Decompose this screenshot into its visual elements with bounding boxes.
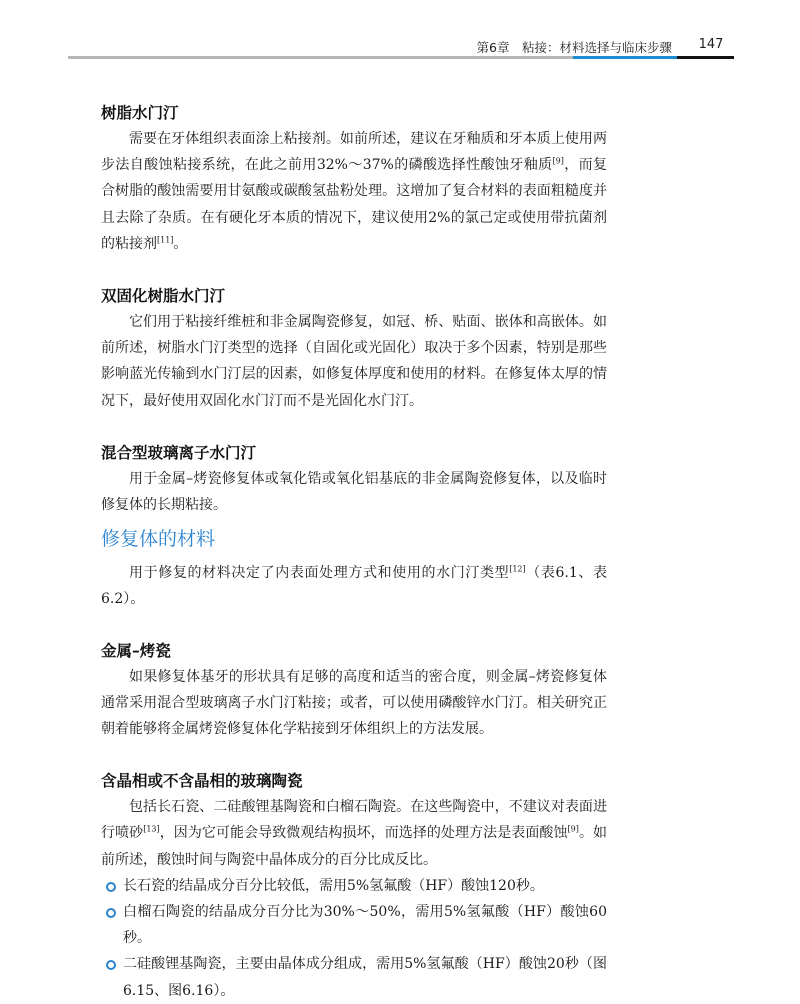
subheading-resin-cement: 树脂水门汀 xyxy=(101,103,179,122)
paragraph-text: 包括长石瓷、二硅酸锂基陶瓷和白榴石陶瓷。在这些陶瓷中，不建议对表面进行喷砂 xyxy=(101,799,607,842)
section-hybrid-glass-ionomer xyxy=(101,440,607,518)
list-item-text: 二硅酸锂基陶瓷，主要由晶体成分组成，需用5%氢氟酸（HF）酸蚀20秒（图6.15、图6.16）。 xyxy=(123,956,607,999)
paragraph-restoration-materials xyxy=(101,560,607,612)
header-rule-black xyxy=(677,56,734,59)
list-item xyxy=(101,899,607,951)
list-item-text: 白榴石陶瓷的结晶成分百分比为30%～50%，需用5%氢氟酸（HF）酸蚀60秒。 xyxy=(123,904,607,947)
section-resin-cement xyxy=(101,100,607,257)
circle-bullet-icon xyxy=(106,882,116,892)
citation-ref: [12] xyxy=(509,564,526,574)
paragraph-text: 需要在牙体组织表面涂上粘接剂。如前所述，建议在牙釉质和牙本质上使用两步法自酸蚀粘接系统，在此之前用32%～37%的磷酸选择性酸蚀牙釉质 xyxy=(101,131,607,174)
citation-ref: [11] xyxy=(157,235,174,245)
paragraph-text: 用于修复的材料决定了内表面处理方式和使用的水门汀类型 xyxy=(129,565,510,582)
citation-ref: [13] xyxy=(143,824,160,834)
section-dual-cure xyxy=(101,283,607,414)
list-item xyxy=(101,873,607,899)
section-metal-ceramic xyxy=(101,638,607,743)
paragraph-resin-cement xyxy=(101,126,607,257)
paragraph-glass-ceramics xyxy=(101,794,607,873)
page-number: 147 xyxy=(698,37,724,52)
heading-restoration-materials: 修复体的材料 xyxy=(101,528,216,551)
paragraph-hybrid-glass-ionomer: 用于金属–烤瓷修复体或氧化锆或氧化铝基底的非金属陶瓷修复体，以及临时修复体的长期粘接。 xyxy=(101,470,607,514)
circle-bullet-icon xyxy=(106,960,116,970)
subheading-hybrid-glass-ionomer: 混合型玻璃离子水门汀 xyxy=(101,442,257,462)
page-body xyxy=(101,100,607,1004)
citation-ref: [9] xyxy=(567,824,579,834)
section-glass-ceramics xyxy=(101,768,607,1004)
list-item-text: 长石瓷的结晶成分百分比较低，需用5%氢氟酸（HF）酸蚀120秒。 xyxy=(123,877,544,894)
header-rule-blue xyxy=(573,56,677,59)
paragraph-text: ，因为它可能会导致微观结构损坏，而选择的处理方法是表面酸蚀 xyxy=(159,825,568,842)
paragraph-text: 。 xyxy=(173,235,188,252)
paragraph-metal-ceramic: 如果修复体基牙的形状具有足够的高度和适当的密合度，则金属–烤瓷修复体通常采用混合型玻璃离子水门汀粘接；或者，可以使用磷酸锌水门汀。相关研究正朝着能够将金属烤瓷修复体化学粘接到牙体组织上的方法发展。 xyxy=(101,668,607,738)
circle-bullet-icon xyxy=(106,908,116,918)
running-header-chapter-title: 第6章 粘接：材料选择与临床步骤 xyxy=(476,40,672,55)
paragraph-text: 。如前所述，酸蚀时间与陶瓷中晶体成分的百分比成反比。 xyxy=(101,825,608,868)
bullet-list xyxy=(101,873,607,1004)
subheading-metal-ceramic: 金属–烤瓷 xyxy=(101,640,171,660)
citation-ref: [9] xyxy=(552,156,564,166)
header-rule-gray xyxy=(68,56,573,59)
paragraph-text: ，而复合树脂的酸蚀需要用甘氨酸或碳酸氢盐粉处理。这增加了复合材料的表面粗糙度并且去除了杂质。在有硬化牙本质的情况下，建议使用2%的氯己定或使用带抗菌剂的粘接剂 xyxy=(101,157,608,252)
subheading-glass-ceramics: 含晶相或不含晶相的玻璃陶瓷 xyxy=(101,771,303,791)
list-item xyxy=(101,951,607,1003)
subheading-dual-cure: 双固化树脂水门汀 xyxy=(101,286,226,306)
paragraph-text: （表6.1、表6.2）。 xyxy=(101,565,608,608)
paragraph-dual-cure: 它们用于粘接纤维桩和非金属陶瓷修复，如冠、桥、贴面、嵌体和高嵌体。如前所述，树脂水门汀类型的选择（自固化或光固化）取决于多个因素，特别是那些影响蓝光传输到水门汀层的因素，如修复体厚度和使用的材料。在修复体太厚的情况下，最好使用双固化水门汀而不是光固化水门汀。 xyxy=(101,314,607,409)
